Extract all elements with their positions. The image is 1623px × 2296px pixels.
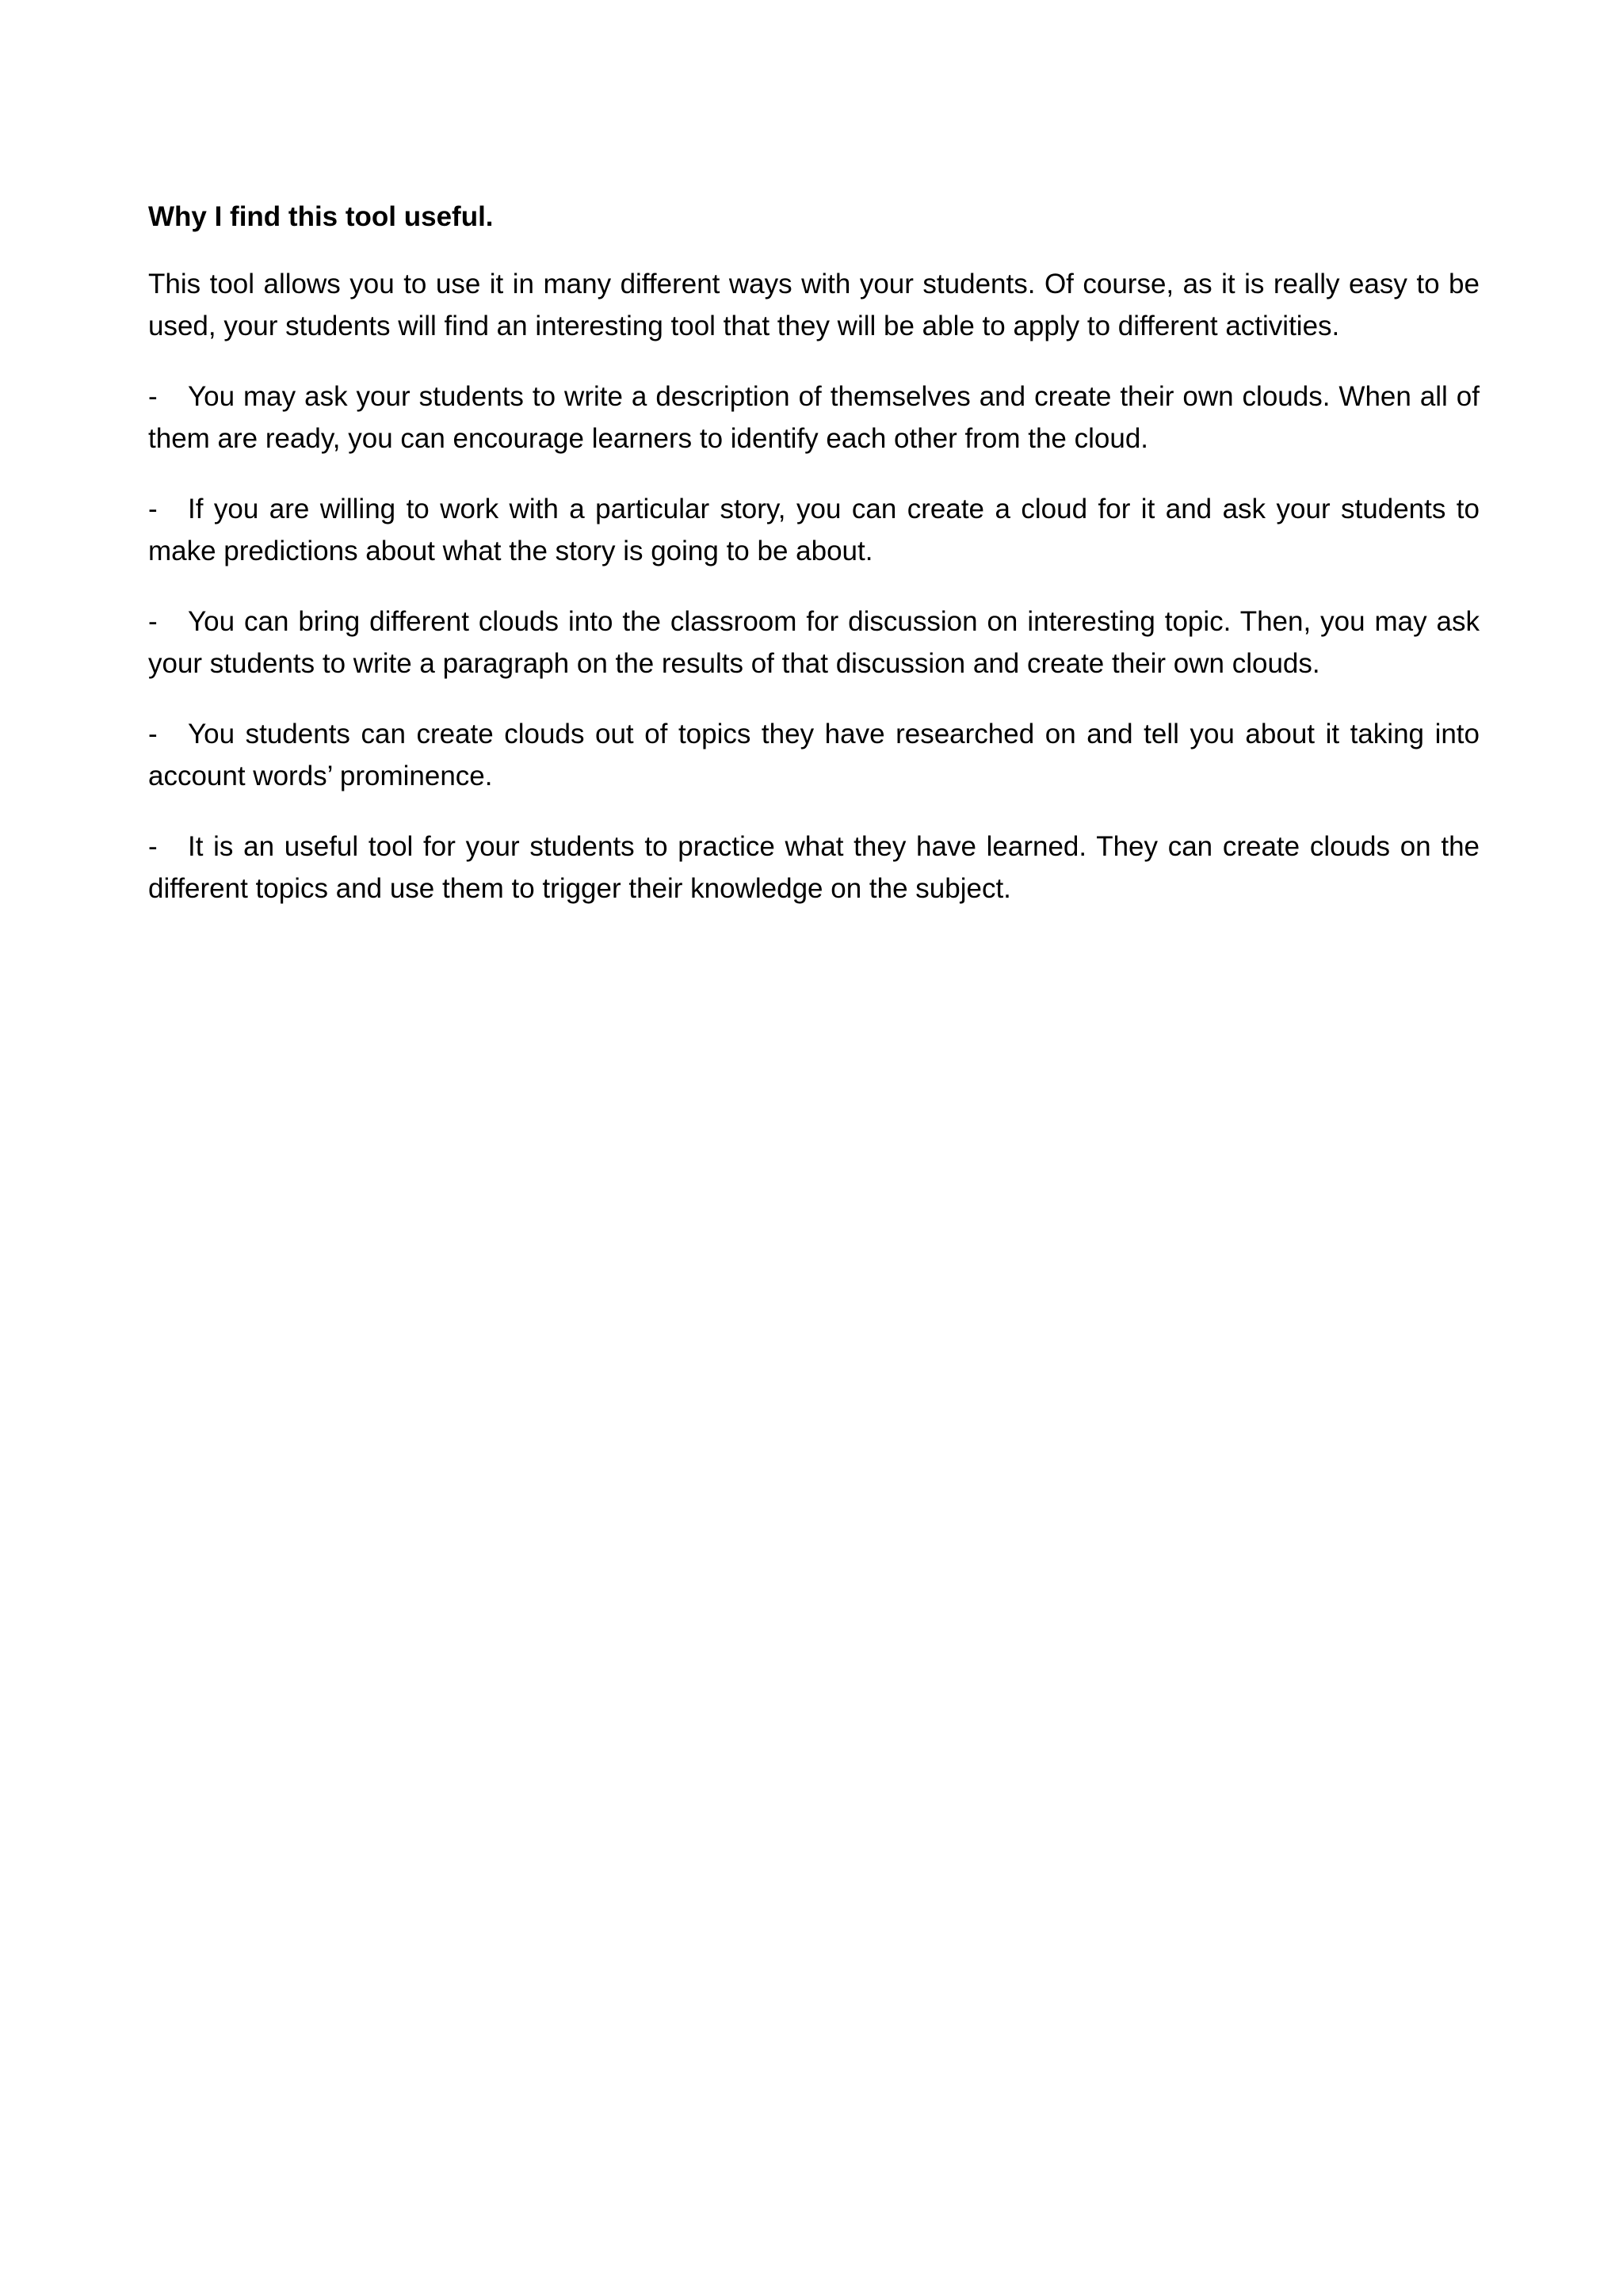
bullet-marker: - [148, 719, 158, 749]
bullet-text: You can bring different clouds into the classroom for discussion on interesting topic. Then, you may ask your students to write a paragraph on the results of that discussion and create their own clouds. [148, 606, 1480, 679]
document-body [148, 196, 1480, 938]
section-heading: Why I find this tool useful. [148, 201, 494, 232]
bullet-marker: - [148, 494, 158, 524]
bullet-text: You may ask your students to write a description of themselves and create their own clouds. When all of them are ready, you can encourage learners to identify each other from the cloud. [148, 381, 1480, 454]
bullet-marker: - [148, 831, 158, 862]
bullet-item-3 [148, 601, 1480, 685]
bullet-text: If you are willing to work with a particular story, you can create a cloud for it and ask your students to make predictions about what the story is going to be about. [148, 494, 1480, 566]
bullet-text: You students can create clouds out of topics they have researched on and tell you about it taking into account words’ prominence. [148, 719, 1480, 791]
bullet-item-5 [148, 826, 1480, 910]
bullet-item-4 [148, 713, 1480, 797]
bullet-marker: - [148, 381, 158, 412]
bullet-marker: - [148, 606, 158, 637]
bullet-item-2 [148, 488, 1480, 572]
intro-paragraph: This tool allows you to use it in many different ways with your students. Of course, as it is really easy to be used, your students will find an interesting tool that they will be able to apply to different activities. [148, 269, 1480, 341]
bullet-item-1 [148, 376, 1480, 460]
bullet-text: It is an useful tool for your students to practice what they have learned. They can create clouds on the different topics and use them to trigger their knowledge on the subject. [148, 831, 1480, 904]
